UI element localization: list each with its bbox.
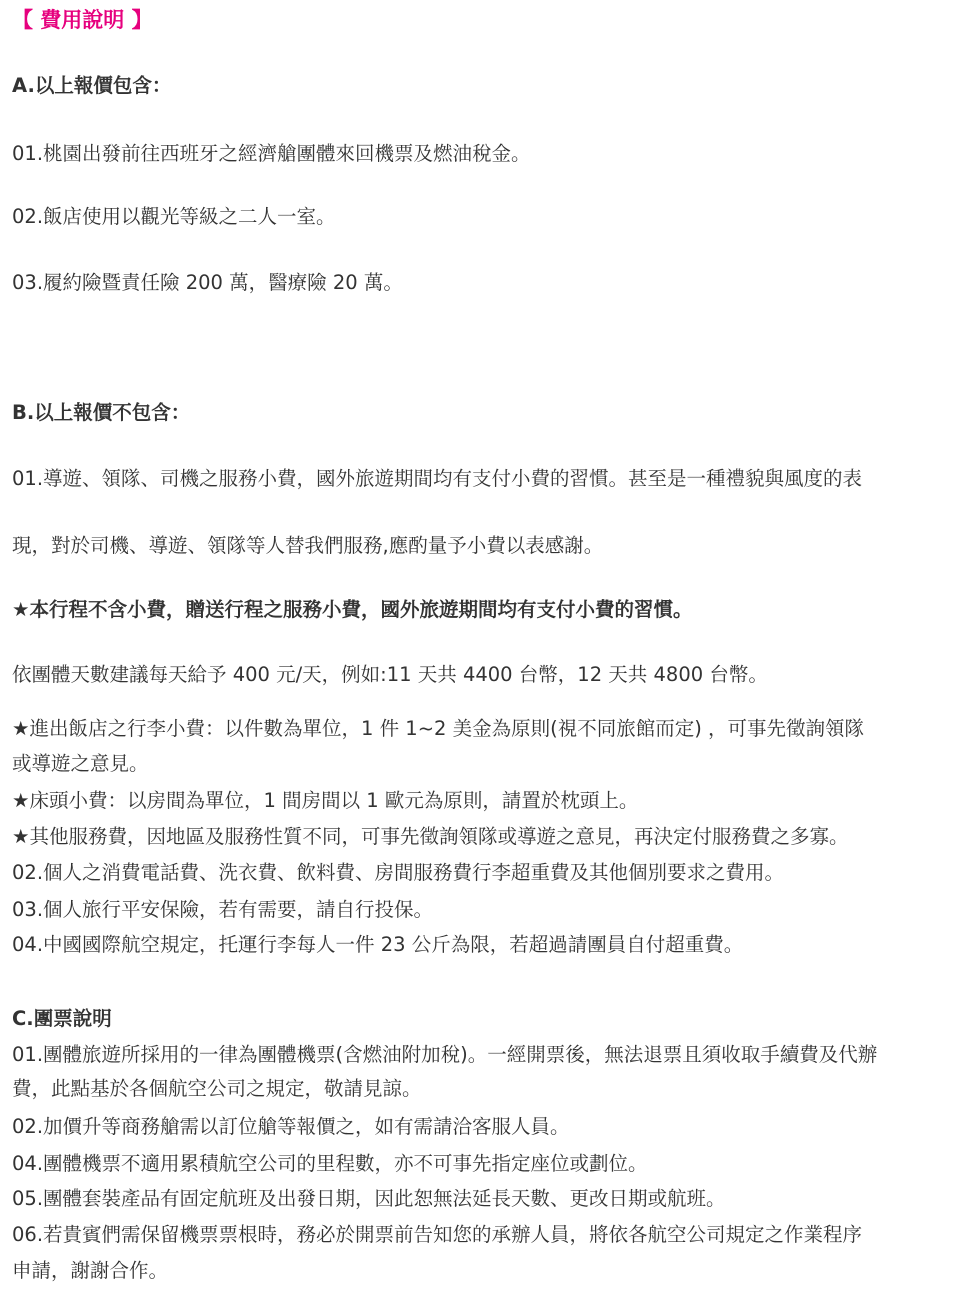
section-c-line: 05.團體套裝產品有固定航班及出發日期，因此恕無法延長天數、更改日期或航班。 bbox=[12, 1187, 726, 1210]
section-b-line: ★進出飯店之行李小費：以件數為單位，1 件 1~2 美金為原則(視不同旅館而定) ，可事先徵詢領隊 bbox=[12, 717, 865, 740]
section-c-line: 02.加價升等商務艙需以訂位艙等報價之，如有需請洽客服人員。 bbox=[12, 1115, 570, 1138]
section-b-line: ★本行程不含小費，贈送行程之服務小費，國外旅遊期間均有支付小費的習慣。 bbox=[12, 598, 693, 621]
section-b-line: ★其他服務費，因地區及服務性質不同，可事先徵詢領隊或導遊之意見，再決定付服務費之多寡。 bbox=[12, 825, 849, 848]
section-b-line: 04.中國國際航空規定，托運行李每人一件 23 公斤為限，若超過請團員自付超重費。 bbox=[12, 933, 744, 956]
section-a-heading: A.以上報價包含： bbox=[12, 74, 172, 97]
section-b-line: 03.個人旅行平安保險，若有需要，請自行投保。 bbox=[12, 898, 434, 921]
section-b-line: 依團體天數建議每天給予 400 元/天，例如:11 天共 4400 台幣，12 天共 4800 台幣。 bbox=[12, 663, 768, 686]
section-b-line: 02.個人之消費電話費、洗衣費、飲料費、房間服務費行李超重費及其他個別要求之費用。 bbox=[12, 861, 785, 884]
section-c-line: 01.團體旅遊所採用的一律為團體機票(含燃油附加稅)。一經開票後，無法退票且須收取手續費及代辦 bbox=[12, 1043, 878, 1066]
section-b-heading: B.以上報價不包含： bbox=[12, 401, 191, 424]
section-c-line: 06.若貴賓們需保留機票票根時，務必於開票前告知您的承辦人員，將依各航空公司規定之作業程序 bbox=[12, 1223, 863, 1246]
section-a-item: 02.飯店使用以觀光等級之二人一室。 bbox=[12, 205, 336, 228]
section-b-line: ★床頭小費：以房間為單位，1 間房間以 1 歐元為原則，請置於枕頭上。 bbox=[12, 789, 639, 812]
section-a-item: 01.桃園出發前往西班牙之經濟艙團體來回機票及燃油稅金。 bbox=[12, 142, 531, 165]
section-c-line: 04.團體機票不適用累積航空公司的里程數，亦不可事先指定座位或劃位。 bbox=[12, 1152, 648, 1175]
section-b-line: 現，對於司機、導遊、領隊等人替我們服務,應酌量予小費以表感謝。 bbox=[12, 534, 604, 557]
section-c-line: 費，此點基於各個航空公司之規定，敬請見諒。 bbox=[12, 1077, 422, 1100]
section-a-item: 03.履約險暨責任險 200 萬，醫療險 20 萬。 bbox=[12, 271, 403, 294]
section-b-line: 01.導遊、領隊、司機之服務小費，國外旅遊期間均有支付小費的習慣。甚至是一種禮貌與風度的表 bbox=[12, 467, 863, 490]
section-b-line: 或導遊之意見。 bbox=[12, 752, 149, 775]
page-title: 【 費用說明 】 bbox=[12, 8, 153, 32]
section-c-line: 申請，謝謝合作。 bbox=[12, 1259, 169, 1282]
section-c-heading: C.團票說明 bbox=[12, 1007, 112, 1030]
